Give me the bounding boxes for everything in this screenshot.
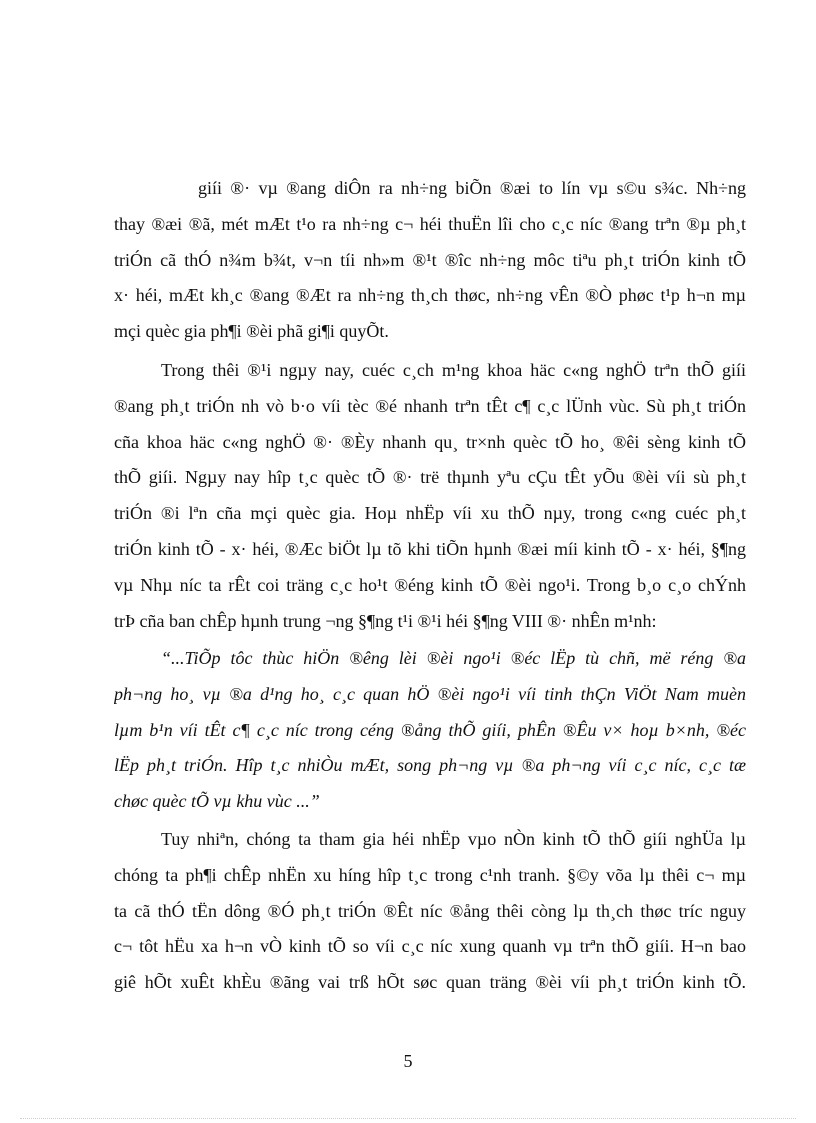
paragraph-line: Tuy nhiªn, chóng ta tham gia héi nhËp vµo nÒn kinh tÕ thÕ giíi nghÜa lµ	[161, 829, 746, 849]
paragraph-line: chóng ta ph¶i chÊp nhËn xu híng hîp t¸c trong c¹nh tranh. §©y võa lµ thêi c¬ mµ	[114, 864, 746, 885]
paragraph-line: thay ®æi ®ã, mét mÆt t¹o ra nh÷ng c¬ héi thuËn lîi cho c¸c níc ®ang trªn ®µ ph¸t	[114, 213, 746, 234]
paragraph-line: triÓn kinh tÕ - x· héi, ®Æc biÖt lµ tõ khi tiÕn hµnh ®æi míi kinh tÕ - x· héi, §¶ng	[114, 538, 746, 559]
paragraph-1	[114, 171, 746, 350]
paragraph-line: c¬ tôt hËu xa h¬n vÒ kinh tÕ so víi c¸c níc xung quanh vµ trªn thÕ giíi. H¬n bao	[114, 936, 746, 957]
quote-line: “...TiÕp tôc thùc hiÖn ®êng lèi ®èi ngo¹i ®éc lËp tù chñ, më réng ®a	[161, 648, 746, 668]
paragraph-line: vµ Nhµ níc ta rÊt coi träng c¸c ho¹t ®éng kinh tÕ ®èi ngo¹i. Trong b¸o c¸o chÝnh	[114, 574, 746, 595]
paragraph-line: cña khoa häc c«ng nghÖ ®· ®Èy nhanh qu¸ tr×nh quèc tÕ ho¸ ®êi sèng kinh tÕ	[114, 431, 746, 452]
quote-line: chøc quèc tÕ vµ khu vùc ...”	[114, 791, 320, 812]
quote-line: lËp ph¸t triÓn. Hîp t¸c nhiÒu mÆt, song ph¬ng vµ ®a ph¬ng víi c¸c níc, c¸c tæ	[114, 755, 746, 776]
paragraph-line: triÓn cã thÓ n¾m b¾t, v¬n tíi nh»m ®¹t ®îc nh÷ng môc tiªu ph¸t triÓn kinh tÕ	[114, 249, 746, 270]
paragraph-4	[114, 822, 746, 1001]
paragraph-line: trÞ cña ban chÊp hµnh trung ¬ng §¶ng t¹i ®¹i héi §¶ng VIII ®· nhÊn m¹nh:	[114, 610, 657, 631]
paragraph-line: thÕ giíi. Ngµy nay hîp t¸c quèc tÕ ®· trë thµnh yªu cÇu tÊt yÕu ®èi víi sù ph¸t	[114, 467, 746, 488]
paragraph-2	[114, 353, 746, 639]
quote-line: lµm b¹n víi tÊt c¶ c¸c níc trong céng ®ång thÕ giíi, phÊn ®Êu v× hoµ b×nh, ®éc	[114, 719, 746, 740]
paragraph-line: x· héi, mÆt kh¸c ®ang ®Æt ra nh÷ng th¸ch thøc, nh÷ng vÊn ®Ò phøc t¹p h¬n mµ	[114, 285, 746, 306]
quotation-block	[114, 641, 746, 820]
page-bottom-divider	[20, 1118, 796, 1119]
page-number: 5	[403, 1051, 413, 1071]
paragraph-line: triÓn ®i lªn cña mçi quèc gia. Hoµ nhËp víi xu thÕ nµy, trong c«ng cuéc ph¸t	[114, 503, 746, 524]
paragraph-line: giê hÕt xuÊt khÈu ®ãng vai trß hÕt søc quan träng ®èi víi ph¸t triÓn kinh tÕ.	[114, 972, 746, 993]
paragraph-line: mçi quèc gia ph¶i ®èi phã gi¶i quyÕt.	[114, 321, 389, 342]
quote-line: ph¬ng ho¸ vµ ®a d¹ng ho¸ c¸c quan hÖ ®èi ngo¹i víi tinh thÇn ViÖt Nam muèn	[114, 683, 746, 704]
paragraph-line: ®ang ph¸t triÓn nh vò b·o víi tèc ®é nhanh trªn tÊt c¶ c¸c lÜnh vùc. Sù ph¸t triÓn	[114, 395, 746, 416]
paragraph-line: Trong thêi ®¹i ngµy nay, cuéc c¸ch m¹ng khoa häc c«ng nghÖ trªn thÕ giíi	[161, 360, 746, 380]
paragraph-line: ta cã thÓ tËn dông ®Ó ph¸t triÓn ®Êt níc ®ång thêi còng lµ th¸ch thøc tríc nguy	[114, 900, 746, 921]
paragraph-line: giíi ®· vµ ®ang diÔn ra nh÷ng biÕn ®æi to lín vµ s©u s¾c. Nh÷ng	[198, 178, 746, 198]
